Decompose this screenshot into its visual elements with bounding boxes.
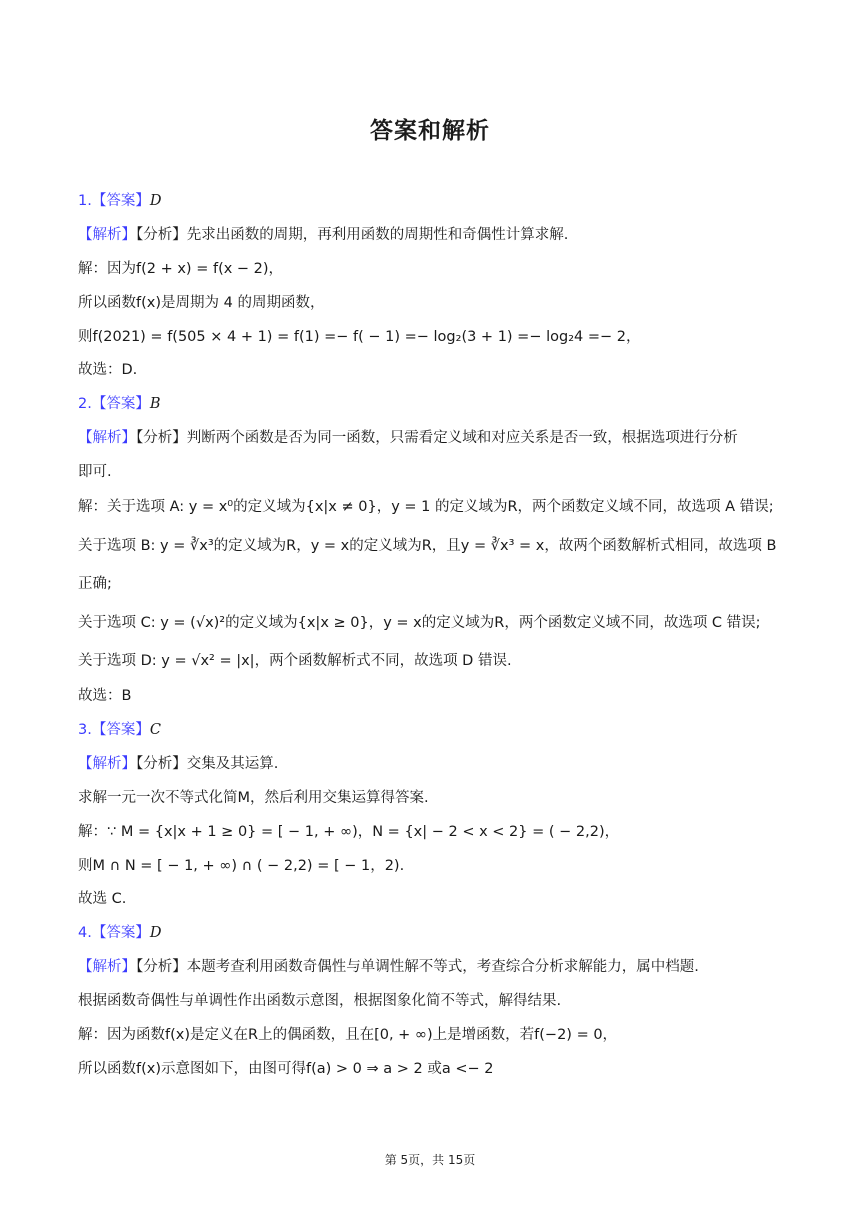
explanation-line: 解：∵ M = {x|x + 1 ≥ 0} = [ − 1, + ∞)，N = {x| − 2 < x < 2} = ( − 2,2)，: [78, 824, 620, 840]
explanation-line: 【解析】【分析】本题考查利用函数奇偶性与单调性解不等式，考查综合分析求解能力，属中档题.: [78, 959, 699, 975]
answer-line: [78, 394, 161, 414]
question-number: 2.: [78, 396, 92, 412]
explanation-line: 则M ∩ N = [ − 1, + ∞) ∩ ( − 2,2) = [ − 1，2).: [78, 858, 405, 874]
explanation-line: 关于选项 B: y = ∛x³的定义域为R，y = x的定义域为R，且y = ∛x³ = x，故两个函数解析式相同，故选项 B: [78, 538, 777, 554]
analysis-tag: 【解析】: [78, 430, 136, 446]
explanation-line: 解：关于选项 A: y = x⁰的定义域为{x|x ≠ 0}，y = 1 的定义域为R，两个函数定义域不同，故选项 A 错误;: [78, 499, 774, 515]
explanation-line: 即可.: [78, 464, 112, 480]
answer-label: 【答案】: [91, 722, 150, 738]
analysis-tag: 【解析】: [78, 959, 136, 975]
page-footer: 第 5页，共 15页: [384, 1153, 476, 1167]
answer-value: D: [149, 193, 162, 209]
explanation-line: 求解一元一次不等式化简M，然后利用交集运算得答案.: [78, 790, 429, 806]
answer-line: [78, 720, 161, 740]
answer-label: 【答案】: [91, 396, 150, 412]
answer-value: B: [149, 396, 161, 412]
explanation-line: 【解析】【分析】交集及其运算.: [78, 756, 279, 772]
question-number: 1.: [78, 193, 92, 209]
answer-value: C: [149, 722, 161, 738]
explanation-line: 故选 C.: [78, 891, 127, 907]
explanation-line: 故选：D.: [78, 362, 138, 378]
explanation-line: 正确;: [78, 576, 112, 592]
answer-line: [78, 923, 161, 943]
explanation-line: 则f(2021) = f(505 × 4 + 1) = f(1) =− f( − 1) =− log₂(3 + 1) =− log₂4 =− 2，: [78, 329, 641, 345]
explanation-line: 所以函数f(x)示意图如下，由图可得f(a) > 0 ⇒ a > 2 或a <− 2: [78, 1061, 494, 1077]
question-number: 3.: [78, 722, 92, 738]
answer-line: [78, 191, 161, 211]
page-title: 答案和解析: [370, 118, 490, 144]
explanation-line: 关于选项 D: y = √x² = |x|，两个函数解析式不同，故选项 D 错误.: [78, 653, 512, 669]
analysis-tag: 【解析】: [78, 756, 136, 772]
answer-value: D: [149, 925, 162, 941]
explanation-line: 解：因为函数f(x)是定义在R上的偶函数，且在[0, + ∞)上是增函数，若f(−2) = 0，: [78, 1027, 618, 1043]
explanation-line: 所以函数f(x)是周期为 4 的周期函数，: [78, 295, 325, 311]
answer-label: 【答案】: [91, 925, 150, 941]
explanation-line: 【解析】【分析】先求出函数的周期，再利用函数的周期性和奇偶性计算求解.: [78, 227, 569, 243]
answer-label: 【答案】: [91, 193, 150, 209]
explanation-line: 关于选项 C: y = (√x)²的定义域为{x|x ≥ 0}，y = x的定义域为R，两个函数定义域不同，故选项 C 错误;: [78, 615, 761, 631]
explanation-line: 【解析】【分析】判断两个函数是否为同一函数，只需看定义域和对应关系是否一致，根据选项进行分析: [78, 430, 738, 446]
explanation-line: 解：因为f(2 + x) = f(x − 2)，: [78, 261, 284, 277]
analysis-tag: 【解析】: [78, 227, 136, 243]
question-number: 4.: [78, 925, 92, 941]
explanation-line: 根据函数奇偶性与单调性作出函数示意图，根据图象化简不等式，解得结果.: [78, 993, 562, 1009]
explanation-line: 故选：B: [78, 688, 132, 704]
